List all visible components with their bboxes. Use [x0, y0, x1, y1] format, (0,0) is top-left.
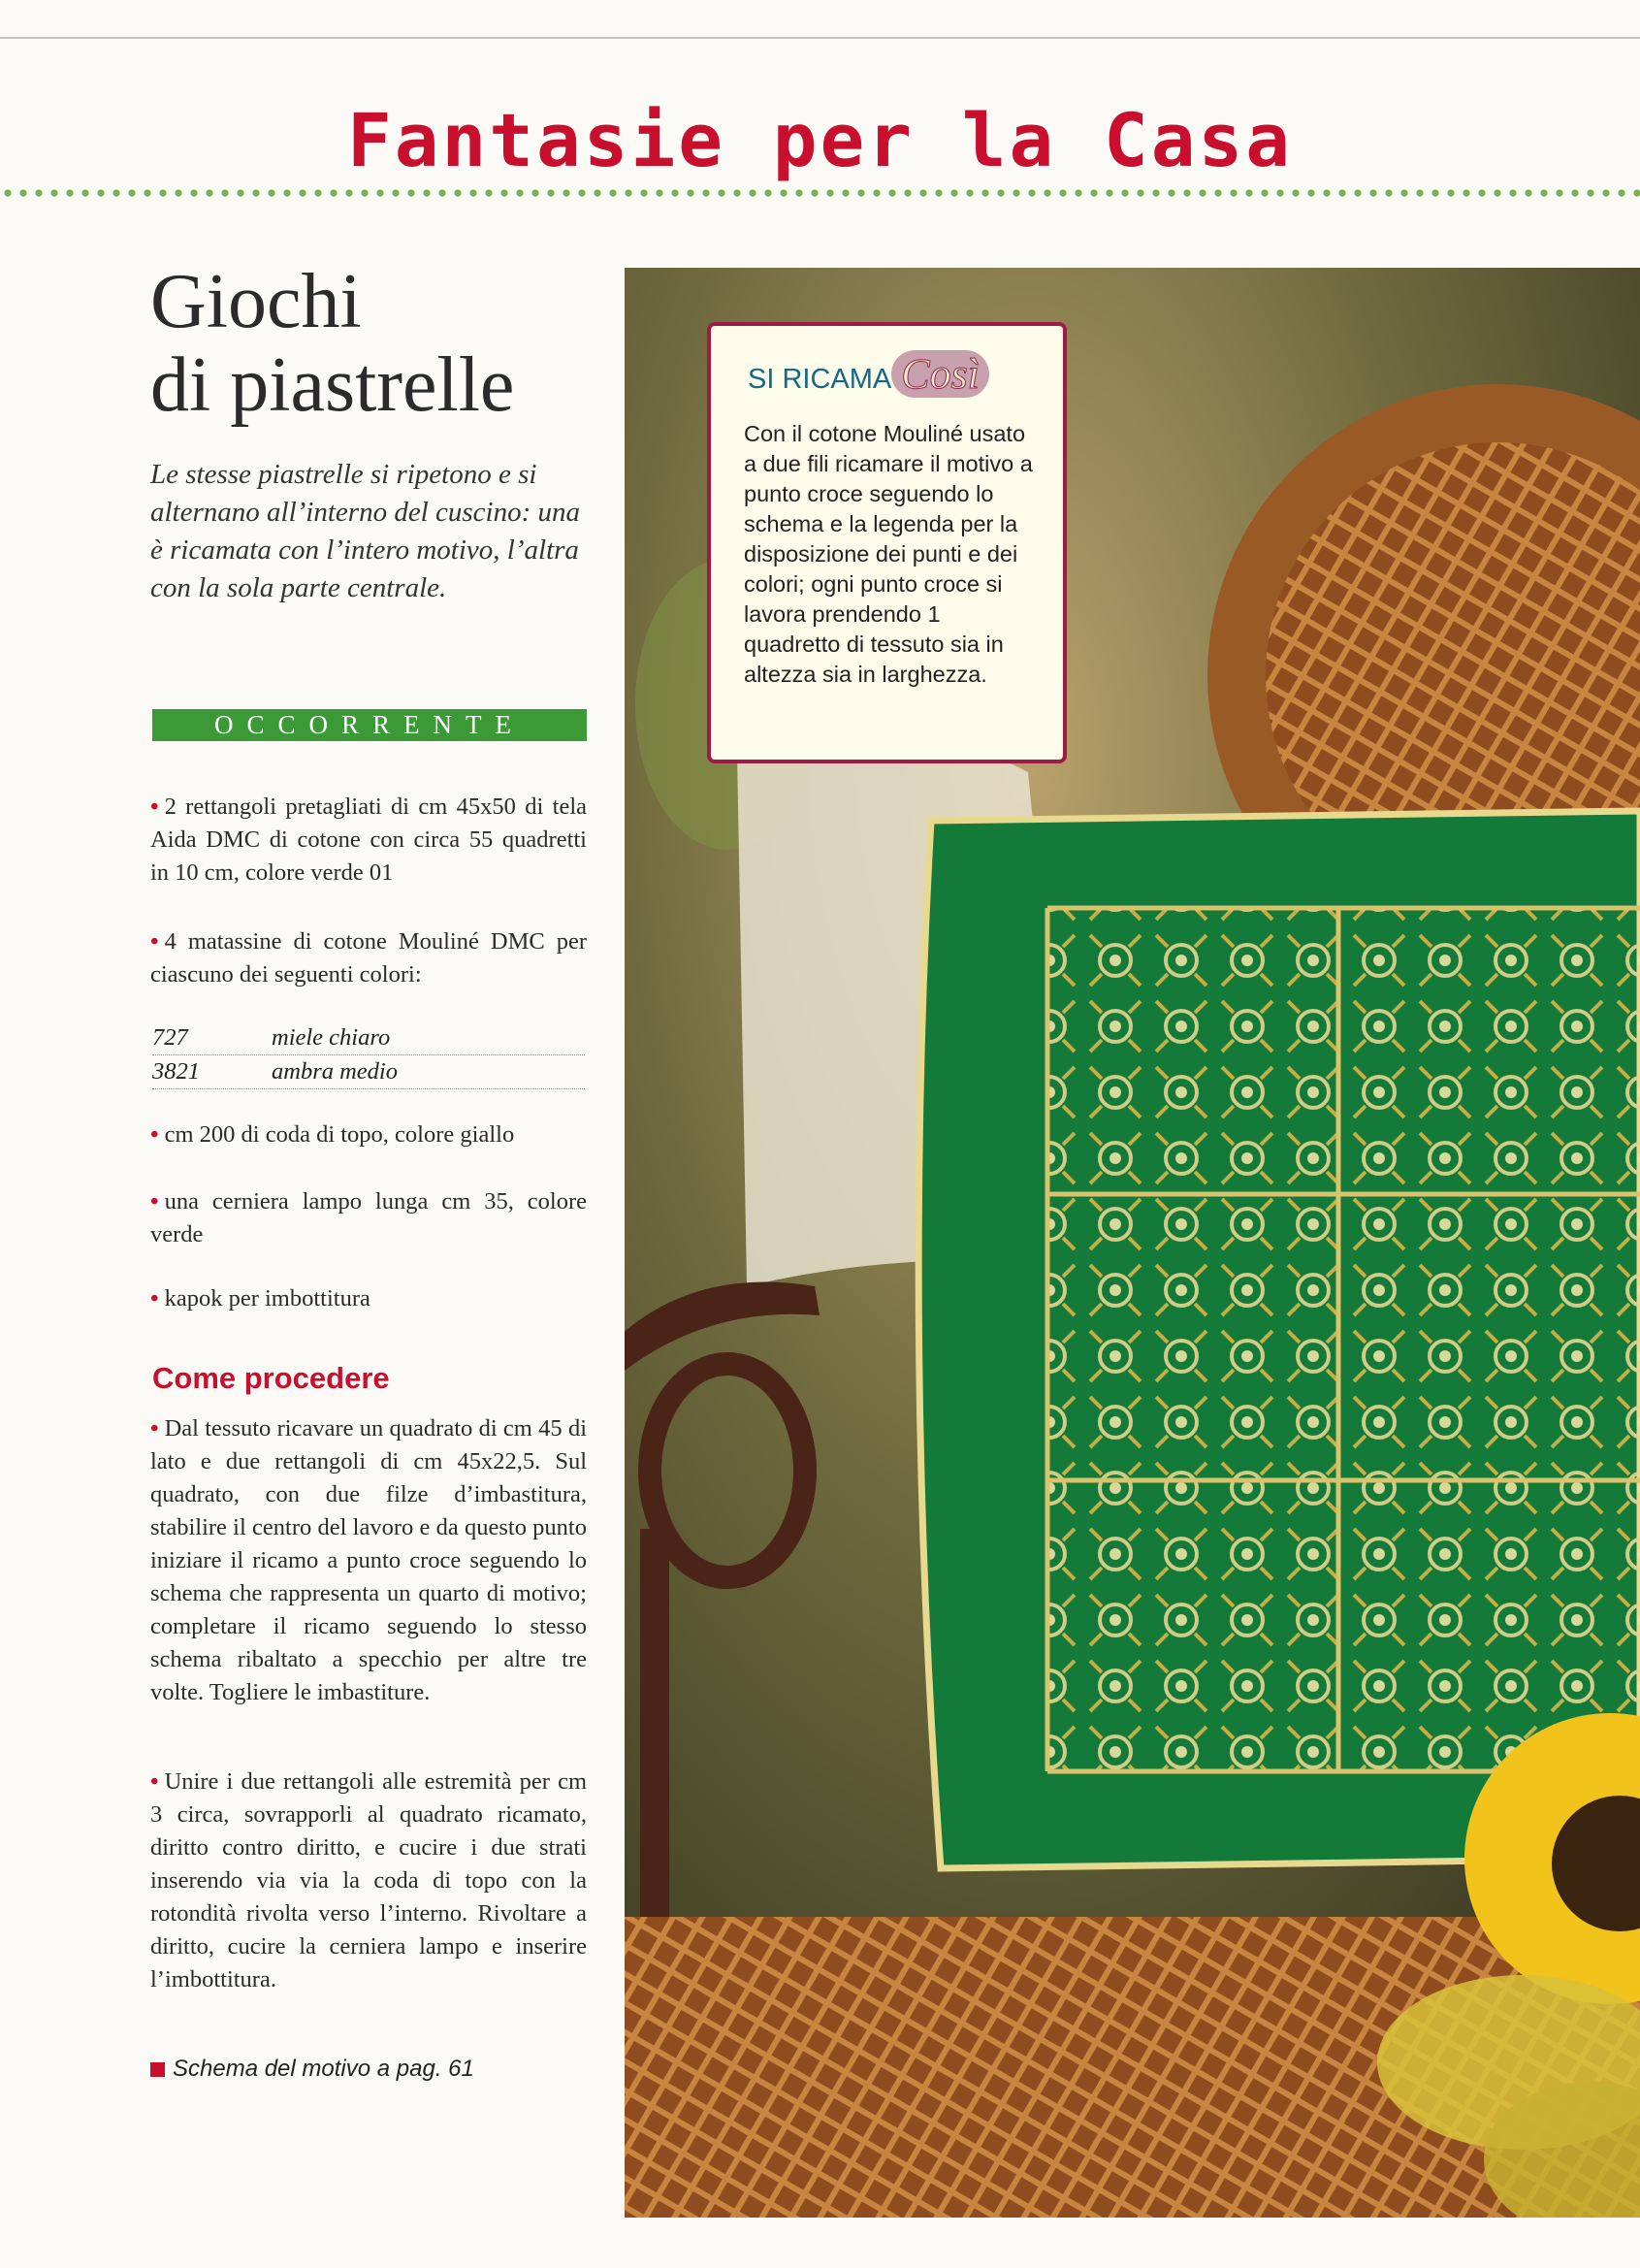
legend-color-name: ambra medio	[272, 1058, 398, 1085]
materials-item-1: • 2 rettangoli pretagliati di cm 45x50 di tela Aida DMC di cotone con circa 55 quadretti in 10 cm, colore verde 01	[150, 794, 587, 886]
title-line-2: di piastrelle	[150, 342, 515, 428]
bullet-icon: •	[150, 1285, 159, 1312]
bullet-icon: •	[150, 1188, 159, 1215]
materials-item-4: • una cerniera lampo lunga cm 35, colore verde	[150, 1188, 587, 1247]
procedure-heading: Come procedere	[152, 1361, 390, 1395]
box-title-accent: Così	[891, 350, 989, 398]
legend-row	[152, 1055, 585, 1089]
legend-code: 727	[152, 1024, 188, 1051]
box-text: Con il cotone Mouliné usato a due fili ricamare il motivo a punto croce seguendo lo schema e la legenda per la disposizione dei punti e dei colori; ogni punto croce si lavora prendendo 1 quadretto di tessuto sia in altezza sia in larghezza.	[744, 421, 1033, 687]
legend-code: 3821	[152, 1058, 200, 1085]
section-header: Fantasie per la Casa	[346, 97, 1294, 183]
box-title: SI RICAMA Così	[748, 349, 989, 399]
dotted-divider	[0, 187, 1640, 199]
red-square-icon	[150, 2062, 165, 2077]
legend-row	[152, 1021, 585, 1055]
green-cushion	[918, 811, 1640, 1868]
bullet-icon: •	[150, 1121, 159, 1148]
bullet-icon: •	[150, 928, 159, 955]
materials-item-2: • 4 matassine di cotone Mouliné DMC per ciascuno dei seguenti colori:	[150, 928, 587, 988]
procedure-step-1: • Dal tessuto ricavare un quadrato di cm 45 di lato e due rettangoli di cm 45x22,5. Sul quadrato, con due filze d’imbastitura, stabilire il centro del lavoro e da questo punto iniziare il ricamo a punto croce seguendo lo schema che rappresenta un quarto di motivo; completare il ricamo seguendo lo stesso schema ribaltato a specchio per altre tre volte. Togliere le imbastiture.	[150, 1415, 587, 1705]
color-legend	[152, 1021, 585, 1089]
article-title	[150, 260, 514, 427]
bullet-icon: •	[150, 1768, 159, 1795]
pattern-reference: Schema del motivo a pag. 61	[150, 2056, 474, 2083]
title-line-1: Giochi	[150, 259, 362, 344]
article-intro: Le stesse piastrelle si ripetono e si alternano all’interno del cuscino: una è ricamata con l’intero motivo, l’altra con la sola parte centrale.	[150, 459, 580, 603]
top-border-line	[0, 37, 1640, 39]
materials-item-5: • kapok per imbottitura	[150, 1285, 370, 1312]
bullet-icon: •	[150, 794, 159, 820]
procedure-step-2: • Unire i due rettangoli alle estremità per cm 3 circa, sovrapporli al quadrato ricamato, diritto contro diritto, e cucire i due strati inserendo via via la coda di topo con la rotondità rivolta verso l’interno. Rivoltare a diritto, cucire la cerniera lampo e inserire l’imbottitura.	[150, 1768, 587, 1993]
materials-heading: OCCORRENTE	[152, 709, 587, 741]
materials-item-3: • cm 200 di coda di topo, colore giallo	[150, 1121, 515, 1148]
cross-stitch-motif	[1047, 908, 1640, 1771]
how-to-stitch-box	[707, 322, 1067, 763]
bullet-icon: •	[150, 1415, 159, 1442]
legend-color-name: miele chiaro	[272, 1024, 391, 1051]
